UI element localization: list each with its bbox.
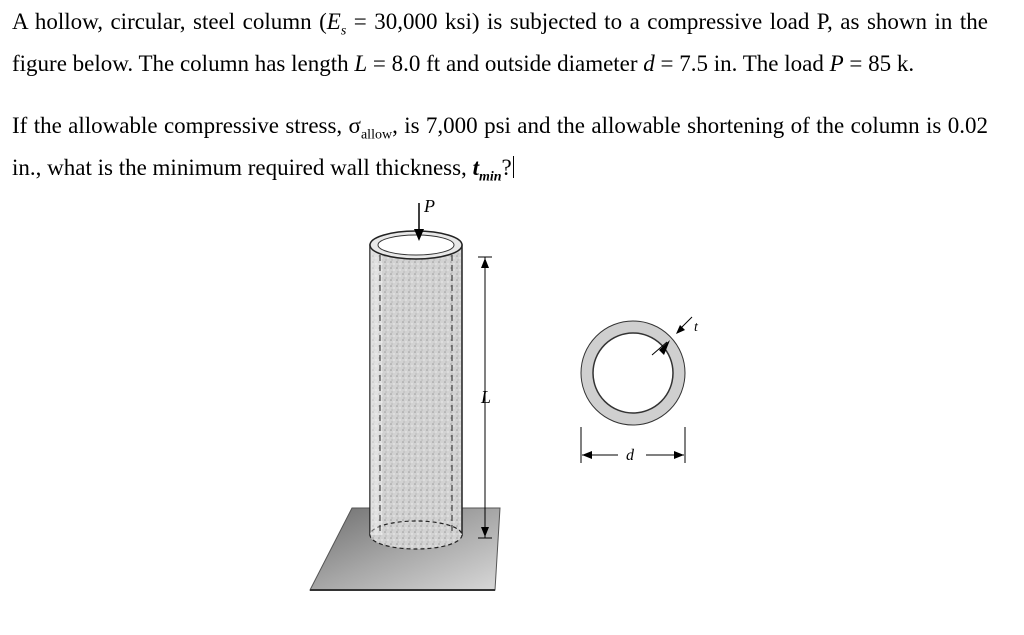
- thickness-subscript: min: [478, 169, 502, 185]
- length-symbol: L: [354, 50, 368, 76]
- diameter-symbol: d: [643, 50, 655, 76]
- column-figure: [300, 195, 720, 595]
- column-bottom: [370, 521, 462, 549]
- load-symbol: P: [829, 50, 844, 76]
- length-label: L: [481, 387, 492, 407]
- text-segment: ?: [501, 154, 512, 180]
- column-top-inner: [378, 235, 454, 255]
- problem-paragraph-2: [12, 110, 988, 193]
- modulus-symbol: E: [326, 9, 341, 34]
- cross-section-hole: [593, 333, 673, 413]
- thickness-label: t: [694, 320, 698, 335]
- text-cursor: [513, 156, 514, 178]
- diameter-label: d: [626, 447, 634, 464]
- length-arrow-top: [481, 258, 489, 268]
- modulus-subscript: s: [340, 23, 347, 39]
- text-segment: = 8.0 ft and outside diameter: [367, 50, 644, 76]
- load-label: P: [424, 196, 435, 216]
- column-body: [370, 245, 462, 535]
- text-segment: = 30,000 ksi) is subjected to a compressive load P, as shown in the figure below. The column has length: [12, 9, 988, 76]
- text-segment: = 7.5 in. The load: [654, 50, 830, 76]
- problem-paragraph-1: [12, 6, 988, 80]
- diameter-arrow-left: [582, 451, 592, 459]
- text-segment: A hollow, circular, steel column (: [12, 9, 327, 34]
- text-segment: = 85 k.: [843, 50, 915, 76]
- diameter-arrow-right: [674, 451, 684, 459]
- text-segment: If the allowable compressive stress, σ: [12, 113, 361, 138]
- thickness-arrowhead-outer: [676, 325, 685, 334]
- text-segment: , is 7,000 psi and the allowable shortening of the column is 0.02 in., what is the minimum required wall thickness,: [12, 113, 988, 180]
- thickness-symbol: t: [472, 154, 479, 180]
- sigma-subscript: allow: [360, 127, 393, 143]
